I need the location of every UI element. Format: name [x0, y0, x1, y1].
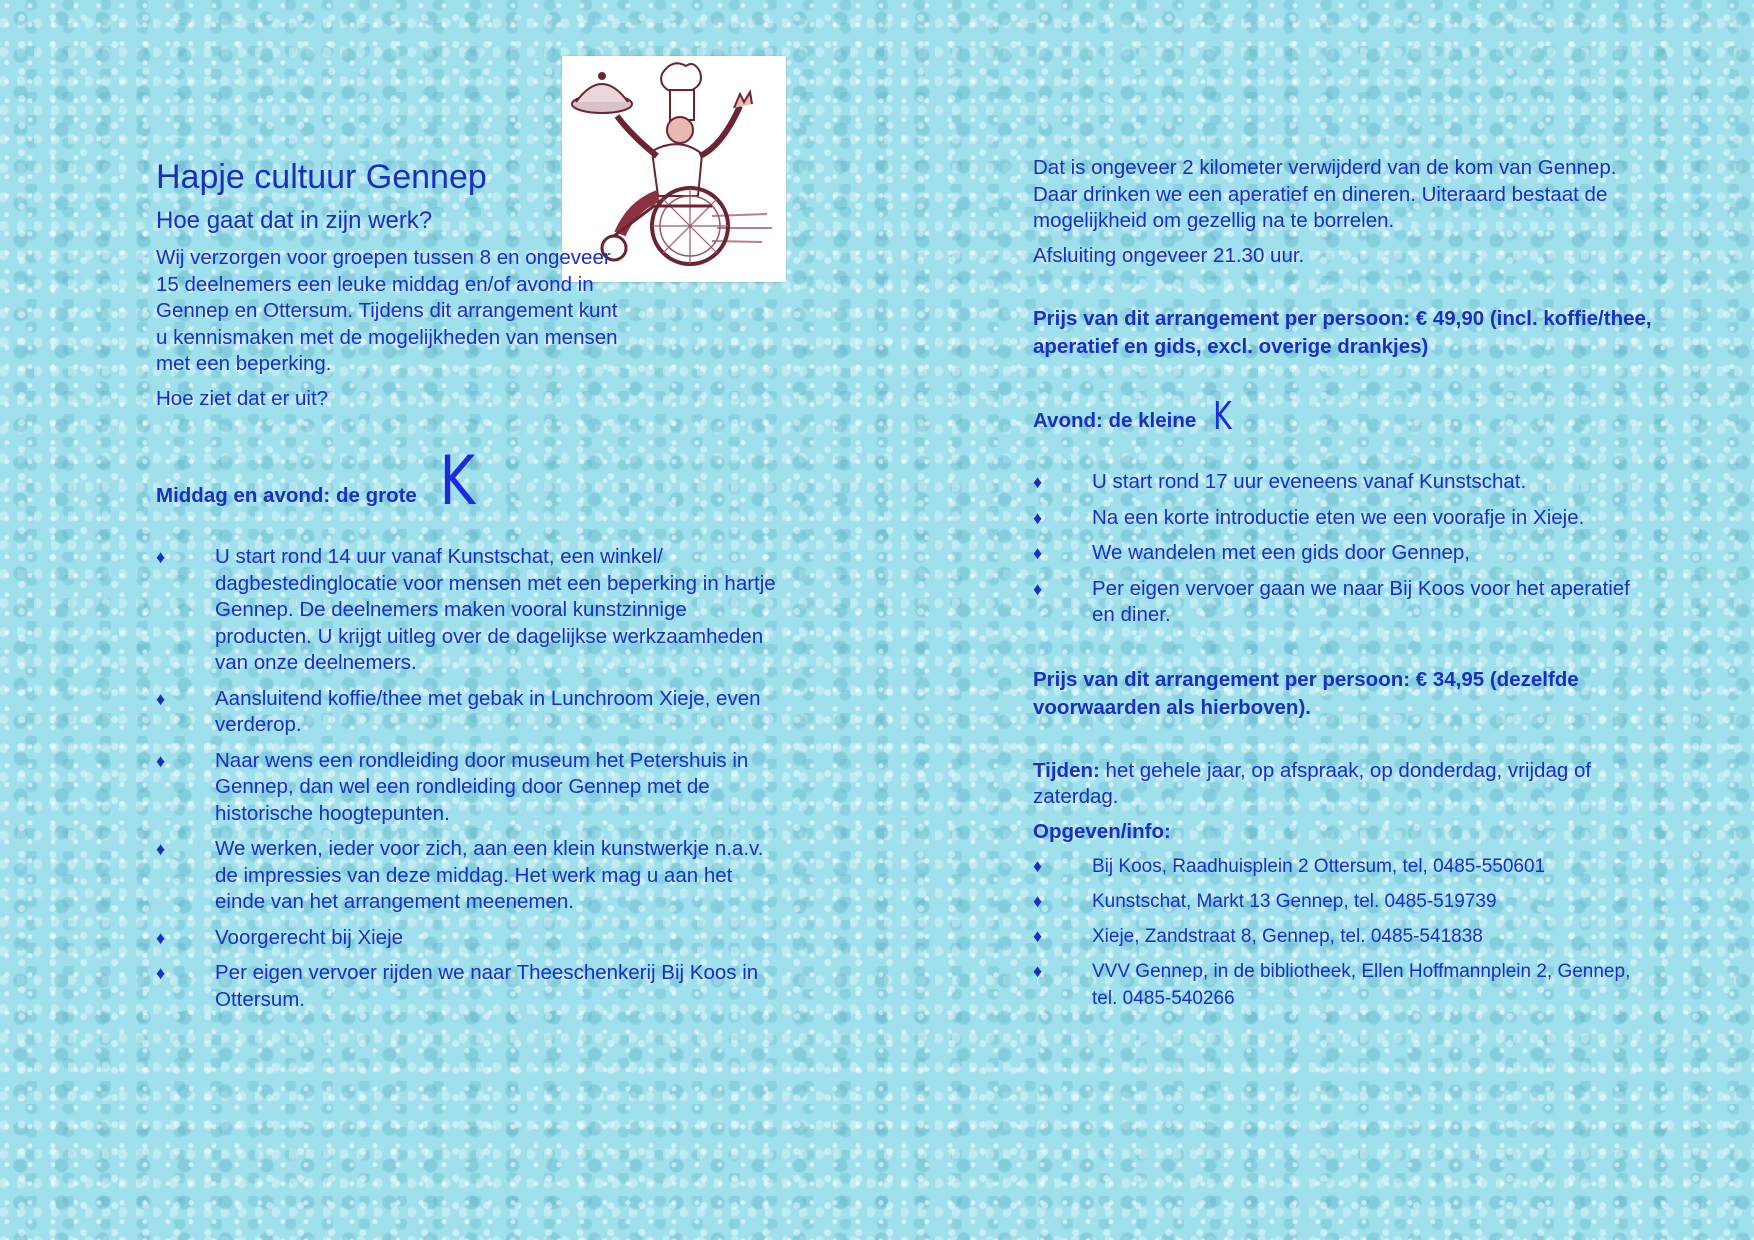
diamond-bullet-icon: ♦	[156, 839, 166, 859]
diamond-bullet-icon: ♦	[1033, 578, 1043, 599]
diamond-bullet-icon: ♦	[1033, 891, 1043, 911]
diamond-bullet-icon: ♦	[1033, 856, 1043, 876]
evening-heading-text: Avond: de kleine	[1033, 409, 1197, 432]
list-item: ♦ VVV Gennep, in de bibliotheek, Ellen Hoffmannplein 2, Gennep, tel. 0485-540266	[1033, 958, 1653, 1012]
times-text: het gehele jaar, op afspraak, op donderdag, vrijdag of zaterdag.	[1033, 758, 1592, 808]
info-heading: Opgeven/info:	[1033, 819, 1171, 843]
diamond-bullet-icon: ♦	[156, 750, 166, 771]
closing-time: Afsluiting ongeveer 21.30 uur.	[1033, 243, 1305, 267]
evening-heading	[1033, 394, 1653, 438]
afternoon-program-list	[156, 544, 776, 1013]
contact-list	[1033, 853, 1653, 1012]
times-label: Tijden:	[1033, 758, 1100, 782]
list-item: ♦ U start rond 14 uur vanaf Kunstschat, een winkel/ dagbestedinglocatie voor mensen met een beperking in hartje Gennep. De deelnemers maken vooral kunstzinnige producten. U krijgt uitleg over de dagelijkse werkzaamheden van onze deelnemers.	[156, 545, 776, 674]
price-afternoon: Prijs van dit arrangement per persoon: € 49,90 (incl. koffie/thee, aperatief en gids, excl. overige drankjes)	[1033, 307, 1652, 358]
list-item: ♦ Per eigen vervoer gaan we naar Bij Koos voor het aperatief en diner.	[1033, 576, 1630, 626]
list-item: ♦ Naar wens een rondleiding door museum het Petershuis in Gennep, dan wel een rondleiding door Gennep met de historische hoogtepunten.	[156, 748, 749, 825]
list-item: ♦ We werken, ieder voor zich, aan een klein kunstwerkje n.a.v. de impressies van deze middag. Het werk mag u aan het einde van het arrangement meenemen.	[156, 837, 764, 913]
list-item: ♦ We wandelen met een gids door Gennep,	[1033, 540, 1653, 567]
evening-program-list	[1033, 469, 1653, 629]
diamond-bullet-icon: ♦	[1033, 961, 1043, 981]
list-item: ♦ Kunstschat, Markt 13 Gennep, tel. 0485-519739	[1033, 888, 1653, 915]
question: Hoe ziet dat er uit?	[156, 386, 329, 410]
list-item: ♦ Per eigen vervoer rijden we naar Theeschenkerij Bij Koos in Ottersum.	[156, 961, 759, 1011]
list-item: ♦ Aansluitend koffie/thee met gebak in Lunchroom Xieje, even verderop.	[156, 686, 761, 736]
diamond-bullet-icon: ♦	[156, 688, 166, 709]
diamond-bullet-icon: ♦	[156, 927, 166, 948]
list-item: ♦ Voorgerecht bij Xieje	[156, 925, 776, 952]
times-paragraph	[1033, 758, 1653, 811]
afternoon-heading	[156, 442, 776, 521]
list-item: ♦ Bij Koos, Raadhuisplein 2 Ottersum, tel, 0485-550601	[1033, 853, 1653, 880]
right-column	[1033, 155, 1653, 1020]
diamond-bullet-icon: ♦	[156, 963, 166, 983]
diamond-bullet-icon: ♦	[1033, 507, 1043, 528]
afternoon-heading-text: Middag en avond: de grote	[156, 484, 417, 507]
k-logo-small: K	[1213, 394, 1233, 438]
list-item: ♦ U start rond 17 uur eveneens vanaf Kunstschat.	[1033, 469, 1653, 496]
list-item: ♦ Xieje, Zandstraat 8, Gennep, tel. 0485-541838	[1033, 923, 1653, 950]
diamond-bullet-icon: ♦	[156, 547, 166, 567]
subtitle: Hoe gaat dat in zijn werk?	[156, 207, 433, 234]
diamond-bullet-icon: ♦	[1033, 543, 1043, 563]
continuation-paragraph: Dat is ongeveer 2 kilometer verwijderd van de kom van Gennep. Daar drinken we een aperatief en dineren. Uiteraard bestaat de mogelijkheid om gezellig na te borrelen.	[1033, 156, 1617, 232]
left-column	[156, 150, 776, 1022]
k-logo-large: K	[439, 442, 475, 521]
page-title: Hapje cultuur Gennep	[156, 158, 487, 196]
diamond-bullet-icon: ♦	[1033, 472, 1043, 492]
diamond-bullet-icon: ♦	[1033, 926, 1043, 946]
price-evening: Prijs van dit arrangement per persoon: € 34,95 (dezelfde voorwaarden als hierboven).	[1033, 667, 1579, 719]
list-item: ♦ Na een korte introductie eten we een voorafje in Xieje.	[1033, 505, 1653, 532]
intro-paragraph: Wij verzorgen voor groepen tussen 8 en ongeveer 15 deelnemers een leuke middag en/of avond in Gennep en Ottersum. Tijdens dit arrangement kunt u kennismaken met de mogelijkheden van mensen met een beperking.	[156, 246, 618, 375]
